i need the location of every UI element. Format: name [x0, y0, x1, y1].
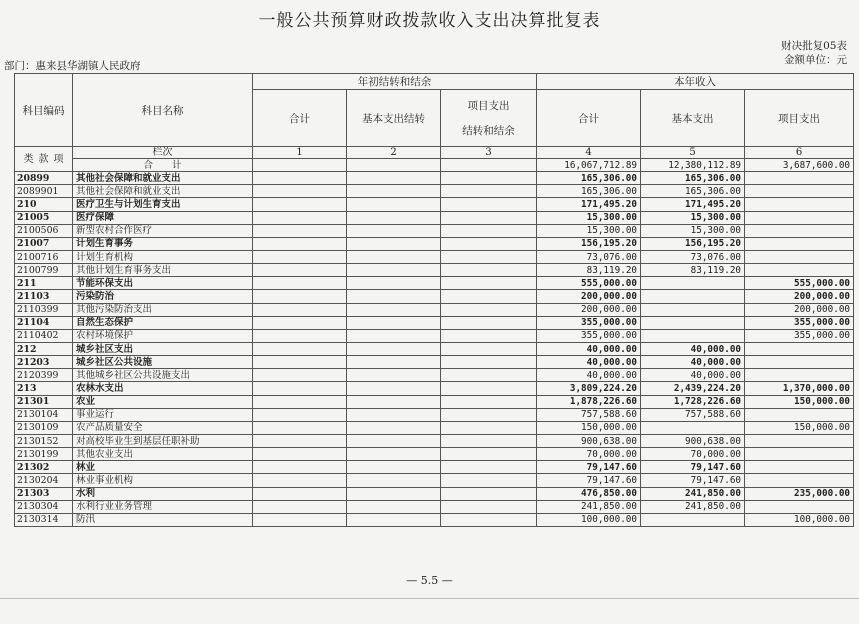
table-row [15, 342, 854, 355]
col-index-6: 6 [745, 147, 854, 159]
row-start-project [441, 513, 537, 526]
row-code: 212 [15, 342, 73, 355]
row-name: 农产品质量安全 [73, 421, 253, 434]
row-start-project [441, 434, 537, 447]
row-income-project: 555,000.00 [745, 277, 854, 290]
row-income-project [745, 461, 854, 474]
table-row [15, 211, 854, 224]
row-income-basic: 165,306.00 [641, 185, 745, 198]
row-income-basic [641, 513, 745, 526]
row-income-basic: 79,147.60 [641, 474, 745, 487]
col-index-2: 2 [347, 147, 441, 159]
row-start-total [253, 500, 347, 513]
page-number: — 5.5 — [406, 574, 453, 587]
total-label: 合 计 [73, 159, 253, 172]
row-code: 21104 [15, 316, 73, 329]
row-start-project [441, 356, 537, 369]
row-income-total: 171,495.20 [537, 198, 641, 211]
row-income-total: 3,809,224.20 [537, 382, 641, 395]
row-code: 2100506 [15, 224, 73, 237]
row-income-project [745, 500, 854, 513]
row-name: 林业 [73, 461, 253, 474]
header-group-income: 本年收入 [537, 74, 854, 90]
col-index-5: 5 [641, 147, 745, 159]
row-name: 林业事业机构 [73, 474, 253, 487]
table-row [15, 395, 854, 408]
table-row [15, 303, 854, 316]
row-income-basic: 156,195.20 [641, 237, 745, 250]
row-income-total: 165,306.00 [537, 185, 641, 198]
row-start-total [253, 395, 347, 408]
row-start-total [253, 474, 347, 487]
row-name: 其他社会保障和就业支出 [73, 185, 253, 198]
row-start-project [441, 198, 537, 211]
amount-unit: 金额单位：元 [784, 54, 847, 66]
row-income-basic: 757,588.60 [641, 408, 745, 421]
row-income-basic: 83,119.20 [641, 264, 745, 277]
row-code: 2130304 [15, 500, 73, 513]
row-start-basic [347, 342, 441, 355]
row-start-total [253, 434, 347, 447]
header-lei-kuan-xiang [15, 147, 73, 172]
row-income-basic: 15,300.00 [641, 224, 745, 237]
row-code: 2130104 [15, 408, 73, 421]
row-code: 21103 [15, 290, 73, 303]
row-start-project [441, 421, 537, 434]
row-start-basic [347, 211, 441, 224]
row-income-total: 200,000.00 [537, 303, 641, 316]
row-name: 水利 [73, 487, 253, 500]
table-row [15, 356, 854, 369]
row-start-basic [347, 513, 441, 526]
header-code: 科目编码 [15, 74, 73, 147]
row-income-project: 200,000.00 [745, 303, 854, 316]
row-income-total: 476,850.00 [537, 487, 641, 500]
row-income-project [745, 434, 854, 447]
table-row [15, 408, 854, 421]
row-start-basic [347, 237, 441, 250]
row-code: 2100716 [15, 250, 73, 263]
row-start-basic [347, 224, 441, 237]
row-start-basic [347, 421, 441, 434]
total-income-project: 3,687,600.00 [745, 159, 854, 172]
total-start-basic [347, 159, 441, 172]
row-start-total [253, 250, 347, 263]
row-income-basic [641, 303, 745, 316]
row-start-project [441, 474, 537, 487]
row-income-total: 79,147.60 [537, 474, 641, 487]
row-start-project [441, 369, 537, 382]
row-start-total [253, 277, 347, 290]
row-income-basic: 70,000.00 [641, 448, 745, 461]
row-name: 防汛 [73, 513, 253, 526]
row-start-basic [347, 303, 441, 316]
table-row [15, 185, 854, 198]
total-income-basic: 12,380,112.89 [641, 159, 745, 172]
row-income-project: 200,000.00 [745, 290, 854, 303]
row-name: 节能环保支出 [73, 277, 253, 290]
row-income-basic: 40,000.00 [641, 369, 745, 382]
row-start-project [441, 264, 537, 277]
col-index-3: 3 [441, 147, 537, 159]
row-income-basic: 40,000.00 [641, 356, 745, 369]
row-income-total: 355,000.00 [537, 329, 641, 342]
row-income-basic: 241,850.00 [641, 487, 745, 500]
row-income-project [745, 369, 854, 382]
row-start-total [253, 329, 347, 342]
row-start-total [253, 487, 347, 500]
row-income-project [745, 211, 854, 224]
row-start-total [253, 185, 347, 198]
row-start-project [441, 395, 537, 408]
row-start-project [441, 329, 537, 342]
row-start-basic [347, 382, 441, 395]
page-title: 一般公共预算财政拨款收入支出决算批复表 [258, 11, 601, 31]
row-name: 新型农村合作医疗 [73, 224, 253, 237]
row-income-total: 241,850.00 [537, 500, 641, 513]
row-start-basic [347, 369, 441, 382]
row-start-basic [347, 487, 441, 500]
table-row [15, 198, 854, 211]
row-income-project [745, 342, 854, 355]
row-income-total: 15,300.00 [537, 211, 641, 224]
table-row [15, 290, 854, 303]
row-income-project: 1,370,000.00 [745, 382, 854, 395]
row-start-total [253, 290, 347, 303]
row-start-total [253, 211, 347, 224]
row-start-basic [347, 500, 441, 513]
row-income-project [745, 408, 854, 421]
row-code: 213 [15, 382, 73, 395]
header-income-total: 合计 [537, 90, 641, 147]
row-start-project [441, 224, 537, 237]
row-start-total [253, 224, 347, 237]
row-code: 21302 [15, 461, 73, 474]
table-row [15, 277, 854, 290]
row-start-total [253, 382, 347, 395]
header-lanci: 栏次 [73, 147, 253, 159]
table-row [15, 500, 854, 513]
row-income-project [745, 172, 854, 185]
row-code: 2130314 [15, 513, 73, 526]
header-start-basic: 基本支出结转 [347, 90, 441, 147]
row-start-project [441, 408, 537, 421]
row-code: 2110402 [15, 329, 73, 342]
row-income-project [745, 237, 854, 250]
row-income-project [745, 224, 854, 237]
row-start-basic [347, 395, 441, 408]
page-bottom-rule [0, 598, 859, 599]
row-start-basic [347, 250, 441, 263]
header-start-project [441, 90, 537, 147]
row-name: 其他城乡社区公共设施支出 [73, 369, 253, 382]
header-start-total: 合计 [253, 90, 347, 147]
row-income-total: 79,147.60 [537, 461, 641, 474]
row-start-project [441, 316, 537, 329]
row-code: 2130109 [15, 421, 73, 434]
row-start-project [441, 500, 537, 513]
row-start-basic [347, 316, 441, 329]
row-income-total: 70,000.00 [537, 448, 641, 461]
row-name: 城乡社区公共设施 [73, 356, 253, 369]
row-code: 21005 [15, 211, 73, 224]
row-income-total: 200,000.00 [537, 290, 641, 303]
row-start-total [253, 198, 347, 211]
row-start-project [441, 250, 537, 263]
row-start-basic [347, 356, 441, 369]
row-code: 2130199 [15, 448, 73, 461]
row-code: 20899 [15, 172, 73, 185]
row-income-total: 100,000.00 [537, 513, 641, 526]
table-row [15, 513, 854, 526]
table-row [15, 316, 854, 329]
total-income-total: 16,067,712.89 [537, 159, 641, 172]
row-name: 计划生育机构 [73, 250, 253, 263]
table-row [15, 434, 854, 447]
row-start-total [253, 264, 347, 277]
row-start-project [441, 303, 537, 316]
row-income-basic: 15,300.00 [641, 211, 745, 224]
row-start-total [253, 369, 347, 382]
table-row [15, 421, 854, 434]
row-start-total [253, 316, 347, 329]
table-row [15, 448, 854, 461]
row-income-total: 40,000.00 [537, 342, 641, 355]
row-name: 对高校毕业生到基层任职补助 [73, 434, 253, 447]
row-code: 21301 [15, 395, 73, 408]
row-name: 污染防治 [73, 290, 253, 303]
row-code: 2130204 [15, 474, 73, 487]
row-start-project [441, 382, 537, 395]
row-income-total: 40,000.00 [537, 356, 641, 369]
row-start-project [441, 448, 537, 461]
row-income-total: 1,878,226.60 [537, 395, 641, 408]
table-row [15, 474, 854, 487]
header-start-project-line2: 结转和结余 [462, 125, 515, 137]
row-code: 210 [15, 198, 73, 211]
header-lei: 类 [23, 153, 34, 165]
row-start-project [441, 237, 537, 250]
row-code: 2089901 [15, 185, 73, 198]
table-row [15, 329, 854, 342]
row-start-project [441, 277, 537, 290]
row-name: 自然生态保护 [73, 316, 253, 329]
row-start-basic [347, 329, 441, 342]
col-index-1: 1 [253, 147, 347, 159]
row-start-project [441, 172, 537, 185]
row-start-basic [347, 185, 441, 198]
budget-table [14, 73, 854, 527]
total-start-total [253, 159, 347, 172]
table-row [15, 369, 854, 382]
header-income-basic: 基本支出 [641, 90, 745, 147]
header-name: 科目名称 [73, 74, 253, 147]
header-group-start: 年初结转和结余 [253, 74, 537, 90]
row-name: 计划生育事务 [73, 237, 253, 250]
row-start-total [253, 513, 347, 526]
row-start-basic [347, 434, 441, 447]
row-income-total: 150,000.00 [537, 421, 641, 434]
row-name: 其他计划生育事务支出 [73, 264, 253, 277]
department-label: 部门：惠来县华湖镇人民政府 [4, 60, 141, 72]
row-income-project [745, 250, 854, 263]
row-start-total [253, 172, 347, 185]
row-income-basic: 900,638.00 [641, 434, 745, 447]
row-name: 城乡社区支出 [73, 342, 253, 355]
table-row [15, 487, 854, 500]
header-income-project: 项目支出 [745, 90, 854, 147]
col-index-4: 4 [537, 147, 641, 159]
row-code: 2130152 [15, 434, 73, 447]
row-income-total: 73,076.00 [537, 250, 641, 263]
row-name: 其他污染防治支出 [73, 303, 253, 316]
row-income-basic [641, 277, 745, 290]
form-number: 财决批复05表 [781, 40, 847, 52]
row-start-basic [347, 290, 441, 303]
row-income-project [745, 474, 854, 487]
row-income-project: 100,000.00 [745, 513, 854, 526]
row-start-total [253, 421, 347, 434]
row-name: 水利行业业务管理 [73, 500, 253, 513]
header-start-project-line1: 项目支出 [467, 100, 510, 112]
row-code: 2110399 [15, 303, 73, 316]
row-income-basic: 171,495.20 [641, 198, 745, 211]
row-income-basic [641, 316, 745, 329]
row-start-project [441, 342, 537, 355]
row-income-project [745, 448, 854, 461]
table-row [15, 461, 854, 474]
row-income-total: 555,000.00 [537, 277, 641, 290]
total-row [15, 159, 854, 172]
row-start-basic [347, 198, 441, 211]
row-income-basic: 241,850.00 [641, 500, 745, 513]
row-code: 211 [15, 277, 73, 290]
row-income-basic: 40,000.00 [641, 342, 745, 355]
row-start-project [441, 290, 537, 303]
row-name: 医疗保障 [73, 211, 253, 224]
row-code: 2100799 [15, 264, 73, 277]
row-income-basic [641, 329, 745, 342]
row-income-basic: 2,439,224.20 [641, 382, 745, 395]
row-income-basic: 79,147.60 [641, 461, 745, 474]
row-name: 事业运行 [73, 408, 253, 421]
row-income-total: 900,638.00 [537, 434, 641, 447]
row-start-basic [347, 461, 441, 474]
row-code: 21303 [15, 487, 73, 500]
header-kuan: 款 [38, 153, 49, 165]
row-income-project: 150,000.00 [745, 421, 854, 434]
row-start-total [253, 342, 347, 355]
row-income-basic [641, 290, 745, 303]
row-income-project: 235,000.00 [745, 487, 854, 500]
row-income-total: 156,195.20 [537, 237, 641, 250]
row-name: 农村环境保护 [73, 329, 253, 342]
row-code: 21007 [15, 237, 73, 250]
row-income-project: 150,000.00 [745, 395, 854, 408]
table-row [15, 237, 854, 250]
row-income-total: 15,300.00 [537, 224, 641, 237]
row-code: 21203 [15, 356, 73, 369]
row-name: 农业 [73, 395, 253, 408]
row-income-basic: 73,076.00 [641, 250, 745, 263]
row-start-total [253, 356, 347, 369]
row-income-total: 355,000.00 [537, 316, 641, 329]
row-start-project [441, 211, 537, 224]
row-income-total: 165,306.00 [537, 172, 641, 185]
row-income-project [745, 185, 854, 198]
table-row [15, 172, 854, 185]
row-name: 农林水支出 [73, 382, 253, 395]
row-income-project: 355,000.00 [745, 316, 854, 329]
row-income-project [745, 198, 854, 211]
row-start-basic [347, 277, 441, 290]
row-income-total: 757,588.60 [537, 408, 641, 421]
row-start-basic [347, 474, 441, 487]
row-start-project [441, 461, 537, 474]
row-code: 2120399 [15, 369, 73, 382]
row-start-project [441, 487, 537, 500]
row-income-basic [641, 421, 745, 434]
row-start-total [253, 408, 347, 421]
row-name: 医疗卫生与计划生育支出 [73, 198, 253, 211]
row-start-total [253, 461, 347, 474]
total-start-project [441, 159, 537, 172]
table-row [15, 264, 854, 277]
row-income-basic: 1,728,226.60 [641, 395, 745, 408]
row-name: 其他社会保障和就业支出 [73, 172, 253, 185]
header-xiang: 项 [53, 153, 64, 165]
row-start-total [253, 303, 347, 316]
row-start-project [441, 185, 537, 198]
row-income-project [745, 356, 854, 369]
table-row [15, 382, 854, 395]
row-start-basic [347, 264, 441, 277]
row-income-project: 355,000.00 [745, 329, 854, 342]
row-name: 其他农业支出 [73, 448, 253, 461]
table-row [15, 224, 854, 237]
row-start-basic [347, 448, 441, 461]
row-income-basic: 165,306.00 [641, 172, 745, 185]
row-income-project [745, 264, 854, 277]
row-income-total: 83,119.20 [537, 264, 641, 277]
row-start-total [253, 237, 347, 250]
row-start-total [253, 448, 347, 461]
row-start-basic [347, 408, 441, 421]
row-income-total: 40,000.00 [537, 369, 641, 382]
row-start-basic [347, 172, 441, 185]
table-row [15, 250, 854, 263]
